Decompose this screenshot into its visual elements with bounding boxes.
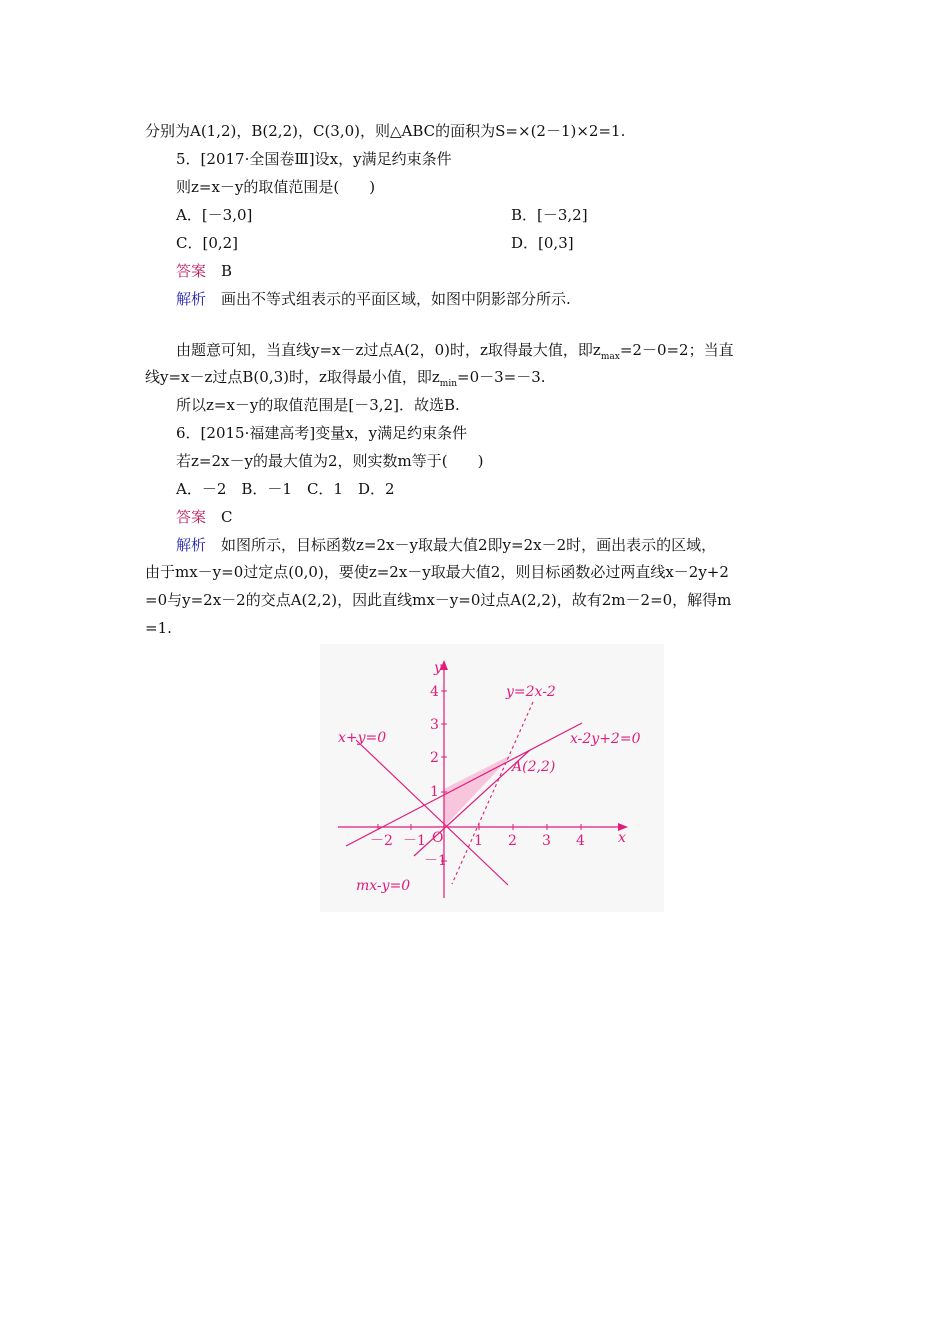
subscript: max [600,352,620,362]
explanation-line [176,340,734,367]
line-label: mx-y=0 [356,878,411,894]
y-tick-label: －1 [424,853,447,869]
question-5-title: 5．[2017·全国卷Ⅲ]设x，y满足约束条件 [176,150,452,168]
explanation-line [145,367,546,394]
x-tick-label: 1 [474,833,483,849]
x-tick-label: －2 [370,833,393,849]
explanation-line: 所以z=x－y的取值范围是[－3,2]．故选B. [176,396,460,414]
point-label: A(2,2) [512,759,556,775]
y-tick-label: 3 [430,717,439,733]
x-tick-label: 3 [542,833,551,849]
solution-text: 由于mx－y=0过定点(0,0)，要使z=2x－y取最大值2，则目标函数必过两直线x－2y+2 [145,563,729,581]
question-6-title: 6．[2015·福建高考]变量x，y满足约束条件 [176,424,468,442]
solution-label: 解析 [176,290,207,308]
answer-label: 答案 [176,508,207,526]
line-label: x+y=0 [338,730,387,746]
x-tick-label: －1 [403,833,426,849]
question-5-stem: 则z=x－y的取值范围是( ) [176,178,376,196]
answer-line-5 [176,261,232,281]
solution-line-5 [176,289,571,309]
text: =2－0=2；当直 [619,341,734,359]
text: 线y=x－z过点B(0,3)时，z取得最小值，即z [145,368,440,386]
solution-label: 解析 [176,536,207,554]
y-tick-label: 4 [430,684,439,700]
solution-text: 画出不等式组表示的平面区域，如图中阴影部分所示. [221,290,571,308]
answer-label: 答案 [176,262,207,280]
option-d: D．[0,3] [511,234,574,252]
line-label: x-2y+2=0 [570,731,641,747]
solution-text: =0与y=2x－2的交点A(2,2)，因此直线mx－y=0过点A(2,2)，故有2m－2=0，解得m [145,591,732,609]
coordinate-figure [320,644,664,912]
text: 由题意可知，当直线y=x－z过点A(2，0)时，z取得最大值，即z [176,341,601,359]
answer-value: B [221,262,233,280]
question-6-options: A．－2 B．－1 C．1 D．2 [176,480,395,498]
origin-label: O [432,830,444,846]
answer-line-6 [176,507,233,527]
x-tick-label: 2 [508,833,517,849]
option-b: B．[－3,2] [511,206,588,224]
answer-value: C [221,508,233,526]
x-tick-label: 4 [576,833,585,849]
subscript: min [439,379,458,389]
question-6-stem: 若z=2x－y的最大值为2，则实数m等于( ) [176,452,484,470]
text: =0－3=－3. [457,368,546,386]
option-a: A．[－3,0] [176,206,253,224]
y-tick-label: 2 [430,750,439,766]
text-line: 分别为A(1,2)，B(2,2)，C(3,0)，则△ABC的面积为S=×(2－1)×2=1. [145,122,626,140]
y-tick-label: 1 [430,784,439,800]
solution-text: 如图所示，目标函数z=2x－y取最大值2即y=2x－2时，画出表示的区域， [221,536,717,554]
solution-text: =1. [145,619,172,637]
option-c: C．[0,2] [176,234,239,252]
solution-line-6 [176,535,716,555]
y-axis-label: y [434,660,442,676]
x-axis-label: x [618,830,626,846]
line-label: y=2x-2 [506,684,556,700]
